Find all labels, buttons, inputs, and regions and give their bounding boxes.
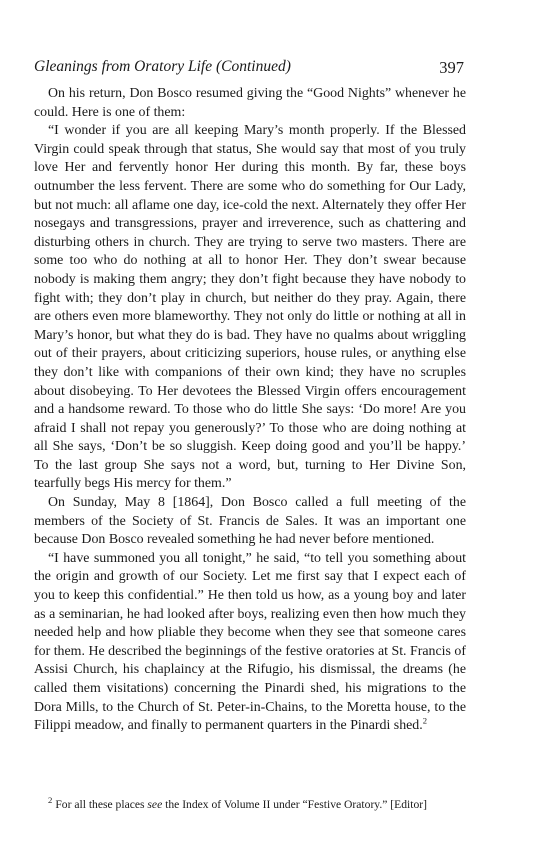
paragraph-with-footnote [34,550,466,736]
footnote-see: see [147,798,163,811]
paragraph-text: “I have summoned you all tonight,” he said, “to tell you something about the origin and growth of our Society. Let me first say that I expect each of you to keep this confidential.” He then told us how, as a young boy and later as a seminarian, he had looked after boys, realizing even then how much they needed help and how pliable they become when they see that someone cares for them. He described the beginnings of the festive oratories at St. Francis of Assisi Church, his chaplaincy at the Rifugio, his dismissal, the dreams (he called them visitations) concerning the Pinardi shed, his migrations to the Dora Mills, to the Church of St. Peter-in-Chains, to the Moretta house, to the Filippi meadow, and finally to permanent quarters in the Pinardi shed. [34,550,466,734]
footnote-reference: 2 [422,715,428,726]
footnote [34,797,466,813]
page-header [34,58,464,80]
paragraph: On Sunday, May 8 [1864], Don Bosco called a full meeting of the members of the Society of St. Francis de Sales. It was an important one because Don Bosco revealed something he had never before mentioned. [34,495,466,548]
footnote-text-after: the Index of Volume II under “Festive Oratory.” [162,798,388,811]
body-text [34,85,466,736]
footnote-marker: 2 [48,795,53,806]
page-number: 397 [439,58,464,77]
paragraph: On his return, Don Bosco resumed giving the “Good Nights” whenever he could. Here is one of them: [34,86,466,120]
footnote-editor: [Editor] [390,798,427,811]
footnote-text [34,797,466,813]
running-head: Gleanings from Oratory Life (Continued) [34,58,291,75]
paragraph: “I wonder if you are all keeping Mary’s month properly. If the Blessed Virgin could speak through that status, She would say that most of you truly love Her and fervently honor Her during this month. By far, these boys outnumber the less fervent. There are some who do something for Our Lady, but not much: all aflame one day, ice-cold the next. Alternately they offer Her nosegays and transgressions, prayer and irreverence, such as chattering and disturbing others in church. They are trying to serve two masters. There are some too who do nothing at all to honor Her. They don’t swear because nobody is making them angry; they don’t fight because they have nobody to fight with; they don’t play in church, but neither do they pray. Again, there are others even more blameworthy. They not only do little or nothing at all in Mary’s honor, but what they do is bad. They have no qualms about wriggling out of their prayers, about criticizing superiors, house rules, or anything else they don’t like with companions of their own kind; they have no scruples about disobeying. To Her devotees the Blessed Virgin offers encouragement and a handsome reward. To those who do little She says: ‘Do more! Are you afraid I shall not repay you generously?’ To those who are doing nothing at all She says, ‘Don’t be so sluggish. Keep doing good and you’ll be happy.’ To the last group She says not a word, but, turning to Her Divine Son, tearfully begs His mercy for them.” [34,123,466,492]
footnote-text-before: For all these places [55,798,148,811]
